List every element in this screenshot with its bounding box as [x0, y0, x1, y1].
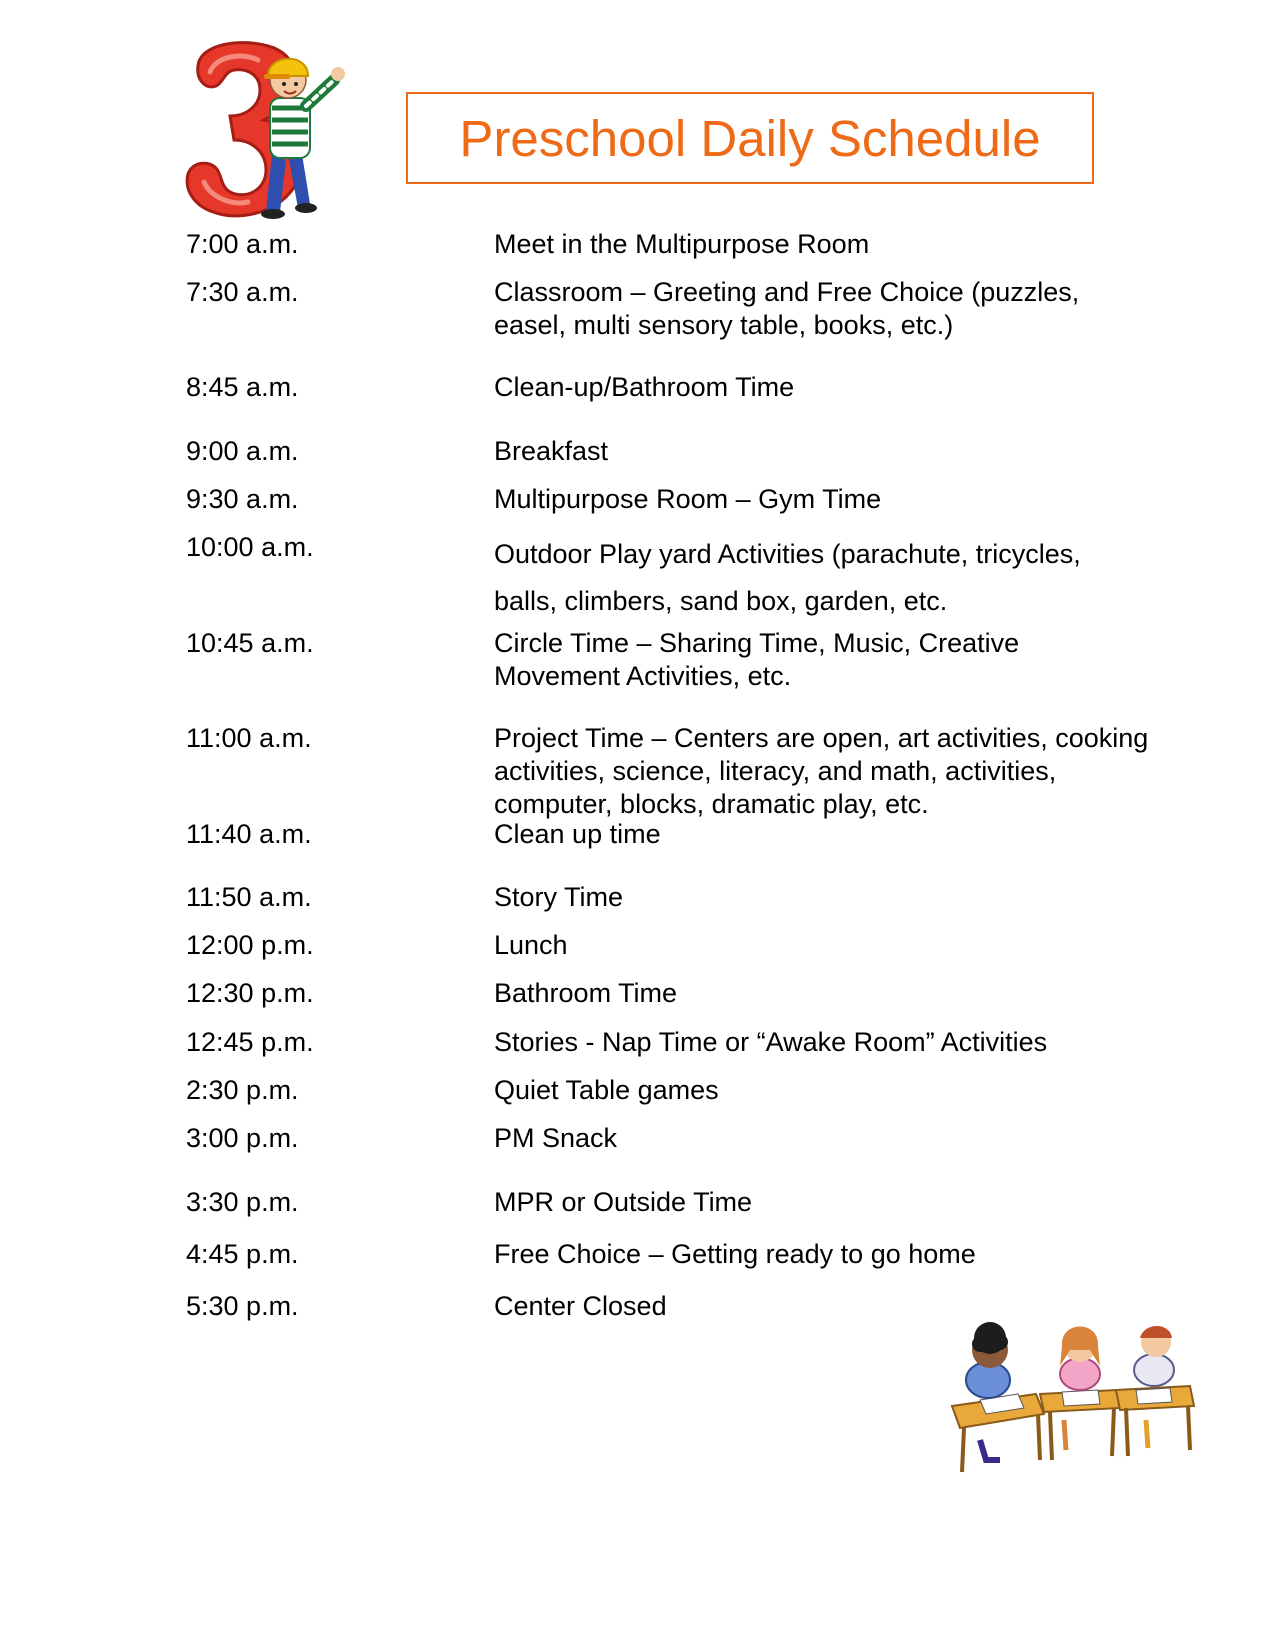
schedule-time: 9:30 a.m. [186, 484, 299, 514]
schedule-activity [494, 722, 1204, 821]
schedule-activity [494, 1026, 1204, 1059]
schedule-activity-line: Free Choice – Getting ready to go home [494, 1239, 976, 1269]
schedule-time: 10:45 a.m. [186, 628, 314, 658]
schedule-activity [494, 881, 1204, 914]
schedule-activity-line: Quiet Table games [494, 1075, 719, 1105]
schedule-activity [494, 929, 1204, 962]
schedule-time: 3:00 p.m. [186, 1123, 299, 1153]
schedule-activity [494, 228, 1204, 261]
schedule-time: 10:00 a.m. [186, 532, 314, 562]
schedule-time: 7:00 a.m. [186, 229, 299, 259]
schedule-activity [494, 276, 1204, 342]
schedule-activity [494, 977, 1204, 1010]
children-at-desks-icon [940, 1310, 1205, 1480]
schedule-activity-line: Story Time [494, 882, 624, 912]
schedule-activity [494, 1186, 1204, 1219]
schedule-time: 11:40 a.m. [186, 819, 312, 849]
schedule-time: 5:30 p.m. [186, 1291, 299, 1321]
schedule-activity-line: PM Snack [494, 1123, 618, 1153]
schedule-time: 11:00 a.m. [186, 723, 312, 753]
schedule-time: 3:30 p.m. [186, 1187, 299, 1217]
schedule-activity-line: Stories - Nap Time or “Awake Room” Activities [494, 1027, 1048, 1057]
schedule-time: 12:00 p.m. [186, 930, 314, 960]
schedule-activity-line: Circle Time – Sharing Time, Music, Creative [494, 628, 1020, 658]
schedule-activity [494, 1074, 1204, 1107]
schedule-activity [494, 1238, 1204, 1271]
schedule-time: 9:00 a.m. [186, 436, 299, 466]
schedule-activity [494, 435, 1204, 468]
schedule-time: 12:30 p.m. [186, 978, 314, 1008]
schedule-activity-line: MPR or Outside Time [494, 1187, 753, 1217]
schedule-activity-line: Meet in the Multipurpose Room [494, 229, 870, 259]
schedule-activity-line: computer, blocks, dramatic play, etc. [494, 789, 929, 819]
schedule-activity-line: Clean up time [494, 819, 661, 849]
schedule-activity-line: Clean-up/Bathroom Time [494, 372, 795, 402]
schedule-time: 7:30 a.m. [186, 277, 299, 307]
schedule-time: 8:45 a.m. [186, 372, 299, 402]
schedule-activity-line: balls, climbers, sand box, garden, etc. [494, 586, 948, 616]
schedule-time: 11:50 a.m. [186, 882, 312, 912]
schedule-activity [494, 1122, 1204, 1155]
schedule-activity-line: easel, multi sensory table, books, etc.) [494, 310, 954, 340]
schedule-activity-line: Multipurpose Room – Gym Time [494, 484, 882, 514]
schedule-activity-line: Lunch [494, 930, 568, 960]
schedule-activity [494, 531, 1204, 625]
schedule-activity [494, 371, 1204, 404]
schedule-activity-line: Outdoor Play yard Activities (parachute, tricycles, [494, 539, 1081, 569]
schedule-activity [494, 483, 1204, 516]
schedule-list [186, 0, 1196, 1400]
schedule-activity-line: Classroom – Greeting and Free Choice (puzzles, [494, 277, 1080, 307]
schedule-activity-line: Breakfast [494, 436, 609, 466]
schedule-activity-line: Bathroom Time [494, 978, 678, 1008]
schedule-activity-line: Center Closed [494, 1291, 667, 1321]
schedule-activity-line: Project Time – Centers are open, art activities, cooking [494, 723, 1149, 753]
schedule-activity [494, 818, 1204, 851]
schedule-activity [494, 627, 1204, 693]
page-title: Preschool Daily Schedule [459, 109, 1041, 167]
schedule-time: 12:45 p.m. [186, 1027, 314, 1057]
schedule-activity-line: Movement Activities, etc. [494, 661, 792, 691]
schedule-time: 4:45 p.m. [186, 1239, 299, 1269]
schedule-activity-line: activities, science, literacy, and math, activities, [494, 756, 1057, 786]
schedule-time: 2:30 p.m. [186, 1075, 299, 1105]
